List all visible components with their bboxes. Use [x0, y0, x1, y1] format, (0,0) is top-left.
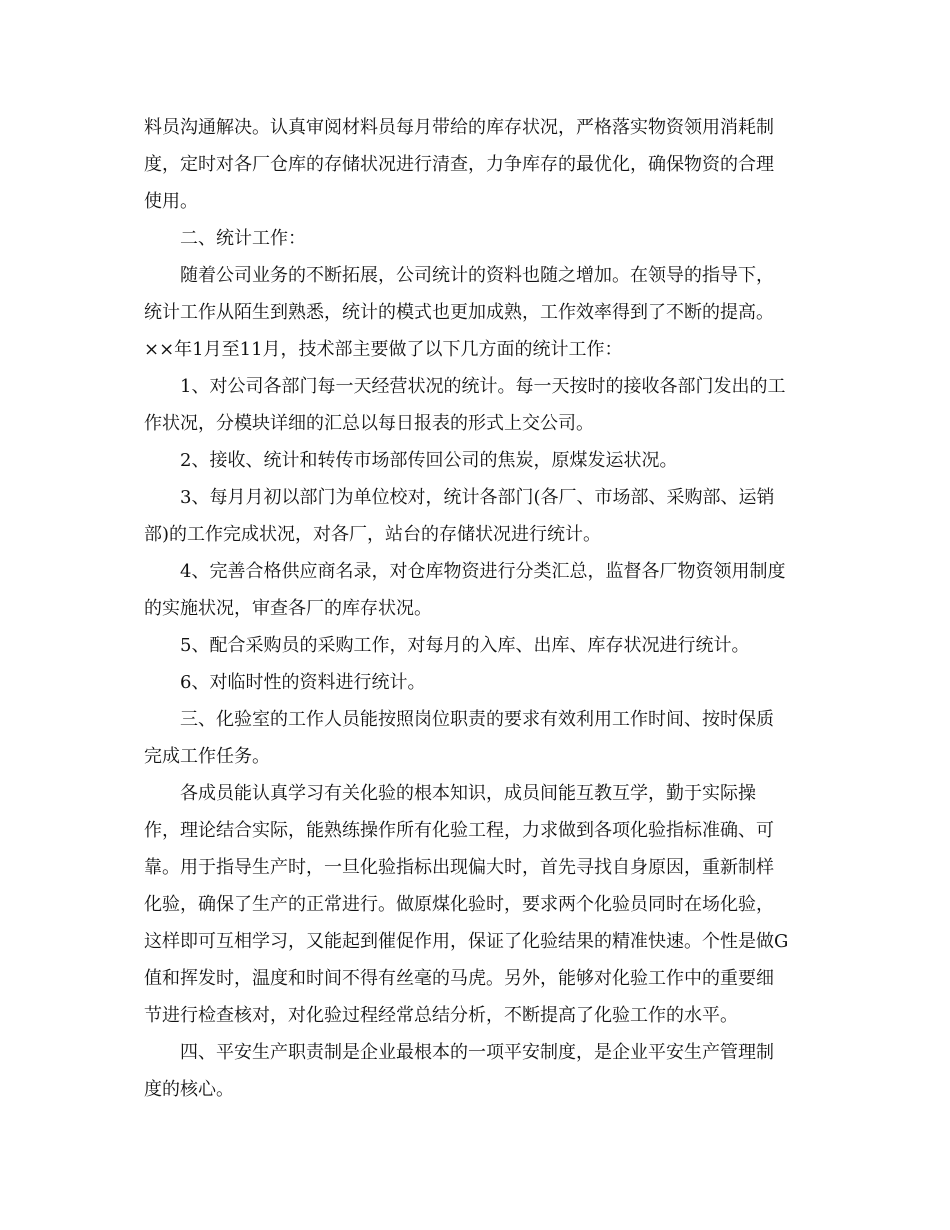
section-heading: 完成工作任务。 [144, 746, 270, 767]
text-line: 值和挥发时，温度和时间不得有丝毫的马虎。另外，能够对化验工作中的重要细 [144, 968, 774, 989]
text-line: 作，理论结合实际，能熟练操作所有化验工程，力求做到各项化验指标准确、可 [144, 820, 774, 841]
list-item-line: 部)的工作完成状况，对各厂，站台的存储状况进行统计。 [144, 524, 602, 545]
list-item-line: 5、配合采购员的采购工作，对每月的入库、出库、库存状况进行统计。 [180, 635, 750, 656]
text-line: 化验，确保了生产的正常进行。做原煤化验时，要求两个化验员同时在场化验， [144, 894, 774, 915]
text-line: 统计工作从陌生到熟悉，统计的模式也更加成熟，工作效率得到了不断的提高。 [144, 302, 774, 323]
text-line: 节进行检查核对，对化验过程经常总结分析，不断提高了化验工作的水平。 [144, 1005, 738, 1026]
list-item-line: 6、对临时性的资料进行统计。 [180, 672, 426, 693]
section-heading: 四、平安生产职责制是企业最根本的一项平安制度，是企业平安生产管理制 [180, 1042, 774, 1063]
text-line: 靠。用于指导生产时，一旦化验指标出现偏大时，首先寻找自身原因，重新制样 [144, 857, 774, 878]
list-item-line: 作状况，分模块详细的汇总以每日报表的形式上交公司。 [144, 413, 594, 434]
text-line: ××年1月至11月，技术部主要做了以下几方面的统计工作： [144, 339, 623, 360]
section-heading: 三、化验室的工作人员能按照岗位职责的要求有效利用工作时间、按时保质 [180, 709, 774, 730]
text-line: 随着公司业务的不断拓展，公司统计的资料也随之增加。在领导的指导下， [180, 265, 774, 286]
list-item-line: 3、每月月初以部门为单位校对，统计各部门(各厂、市场部、采购部、运销 [180, 487, 775, 508]
section-heading: 二、统计工作： [180, 228, 306, 249]
list-item-line: 2、接收、统计和转传市场部传回公司的焦炭，原煤发运状况。 [180, 450, 678, 471]
text-line: 这样即可互相学习，又能起到催促作用，保证了化验结果的精准快速。个性是做G [144, 931, 789, 952]
list-item-line: 的实施状况，审查各厂的库存状况。 [144, 598, 432, 619]
text-line: 使用。 [144, 191, 198, 212]
list-item-line: 4、完善合格供应商名录，对仓库物资进行分类汇总，监督各厂物资领用制度 [180, 561, 786, 582]
section-heading: 度的核心。 [144, 1079, 234, 1100]
text-line: 各成员能认真学习有关化验的根本知识，成员间能互教互学，勤于实际操 [180, 783, 756, 804]
text-line: 料员沟通解决。认真审阅材料员每月带给的库存状况，严格落实物资领用消耗制 [144, 117, 774, 138]
list-item-line: 1、对公司各部门每一天经营状况的统计。每一天按时的接收各部门发出的工 [180, 376, 786, 397]
text-line: 度，定时对各厂仓库的存储状况进行清查，力争库存的最优化，确保物资的合理 [144, 154, 774, 175]
